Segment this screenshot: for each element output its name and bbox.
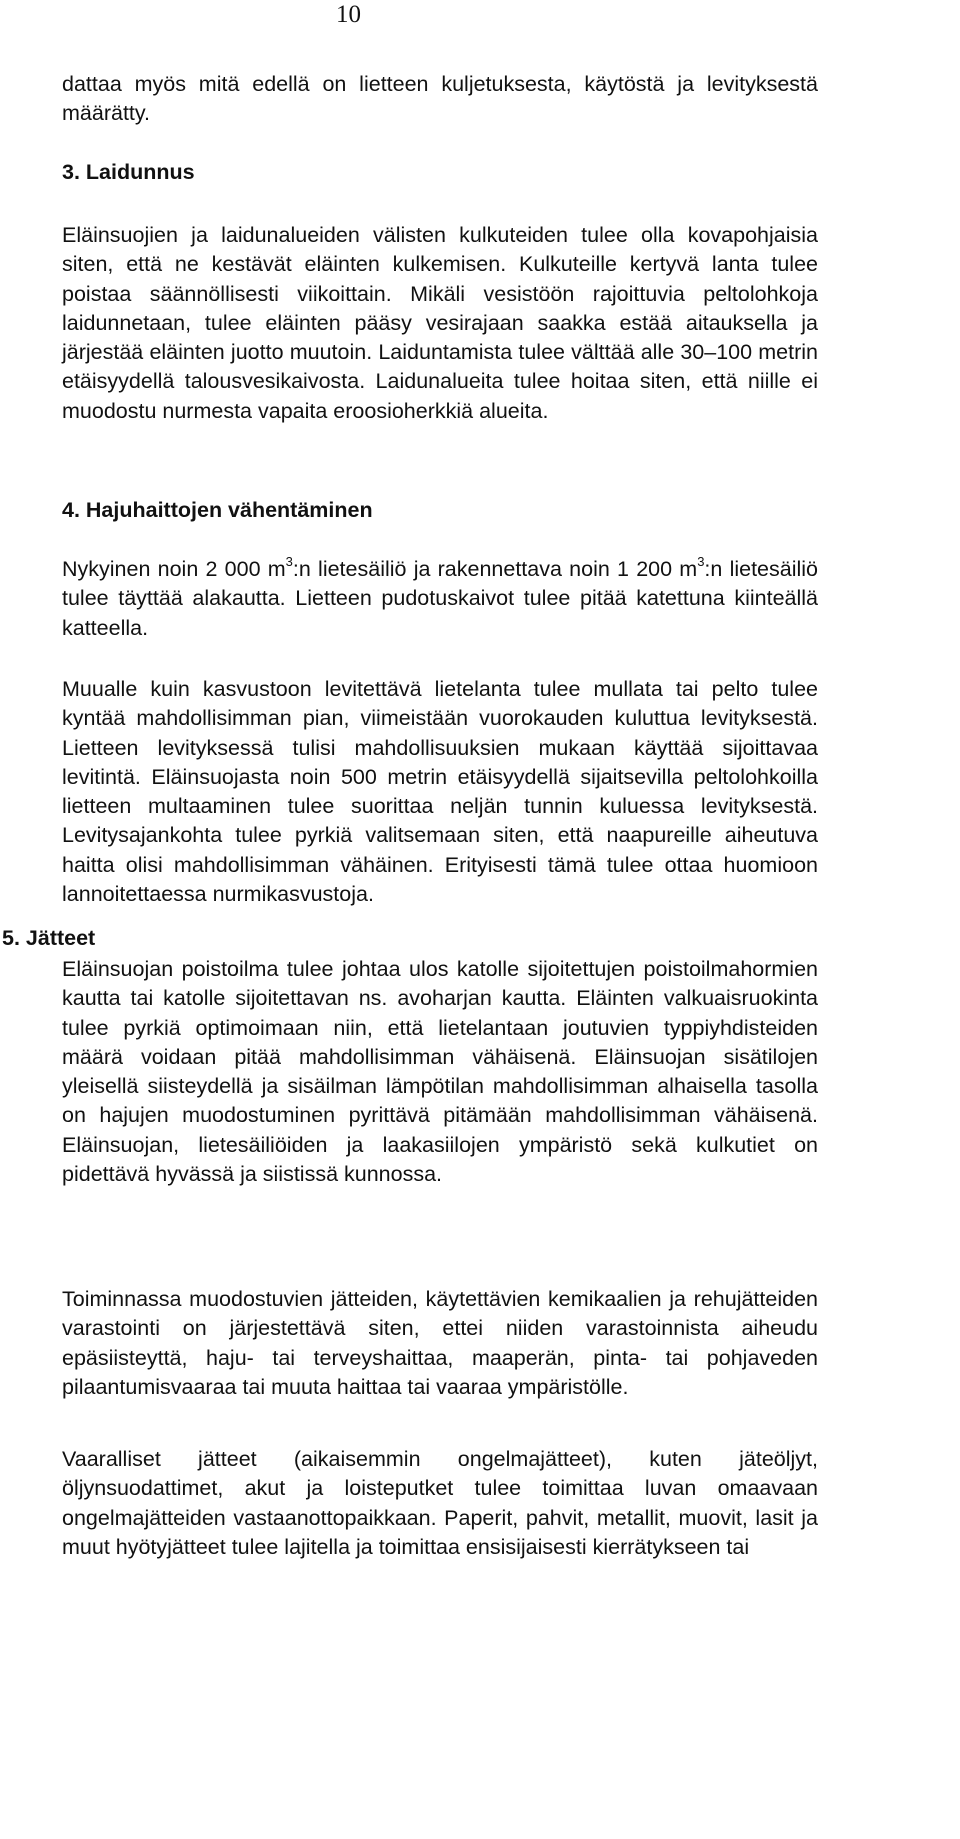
section-heading-hajuhaitat: 4. Hajuhaittojen vähentäminen xyxy=(62,498,373,522)
poistoilma-paragraph: Eläinsuojan poistoilma tulee johtaa ulos katolle sijoitettujen poistoilmahormien kautta tai katolle sijoitettavan ns. avoharjan kautta. Eläinten valkuaisruokinta tulee pyrkiä optimoimaan niin, että lietelantaan joutuvien typpiyhdisteiden määrä voidaan pitää mahdollisimman vähäisenä. Eläinsuojan sisätilojen yleisellä siisteydellä ja sisäilman lämpötilan mahdollisimman alhaisella tasolla on hajujen muodostuminen pyrittävä pitämään mahdollisimman vähäisenä. Eläinsuojan, lietesäiliöiden ja laakasiilojen ympäristö sekä kulkutiet on pidettävä hyvässä ja siistissä kunnossa. xyxy=(62,957,818,1187)
volume-superscript-2: 3 xyxy=(697,553,705,569)
volume-superscript-1: 3 xyxy=(285,553,293,569)
volume-text-1: Nykyinen noin 2 000 m xyxy=(62,557,286,581)
lietesailio-paragraph xyxy=(62,555,818,643)
section-heading-jatteet: 5. Jätteet xyxy=(2,926,96,950)
volume-text-3: :n lietesäiliö tulee täyttää alakautta. Lietteen pudotuskaivot tulee pitää katettuna kiinteällä katteella. xyxy=(62,557,818,640)
laidunnus-paragraph: Eläinsuojien ja laidunalueiden välisten kulkuteiden tulee olla kovapohjaisia siten, että ne kestävät eläinten kulkemisen. Kulkuteille kertyvä lanta tulee poistaa säännöllisesti viikoittain. Mikäli vesistöön rajoittuvia peltolohkoja laidunnetaan, tulee eläinten pääsy vesirajaan saakka estää aitauksella ja järjestää eläinten juotto muutoin. Laiduntamista tulee välttää alle 30–100 metrin etäisyydellä talousvesikaivosta. Laidunalueita tulee hoitaa siten, että niille ei muodostu nurmesta vapaita eroosioherkkiä alueita. xyxy=(62,223,818,423)
page-number: 10 xyxy=(336,1,361,28)
intro-paragraph: dattaa myös mitä edellä on lietteen kuljetuksesta, käytöstä ja levityksestä määrätty. xyxy=(62,72,818,126)
levitys-paragraph: Muualle kuin kasvustoon levitettävä lietelanta tulee mullata tai pelto tulee kyntää mahdollisimman pian, viimeistään vuorokauden kuluttua levityksestä. Lietteen levityksessä tulisi mahdollisuuksien mukaan käyttää sijoittavaa levitintä. Eläinsuojasta noin 500 metrin etäisyydellä sijaitsevilla peltolohkoilla lietteen multaaminen tulee suorittaa neljän tunnin kuluessa levityksestä. Levitysajankohta tulee pyrkiä valitsemaan siten, että naapureille aiheutuva haitta olisi mahdollisimman vähäinen. Erityisesti tämä tulee ottaa huomioon lannoitettaessa nurmikasvustoja. xyxy=(62,677,818,907)
jatteet-varastointi-paragraph: Toiminnassa muodostuvien jätteiden, käytettävien kemikaalien ja rehujätteiden varastointi on järjestettävä siten, ettei niiden varastoinnista aiheudu epäsiisteyttä, haju- tai terveyshaittaa, maaperän, pinta- tai pohjaveden pilaantumisvaaraa tai muuta haittaa tai vaaraa ympäristölle. xyxy=(62,1287,818,1399)
volume-text-2: :n lietesäiliö ja rakennettava noin 1 200 m xyxy=(292,557,698,581)
vaaralliset-jatteet-paragraph: Vaaralliset jätteet (aikaisemmin ongelmajätteet), kuten jäteöljyt, öljynsuodattimet, akut ja loisteputket tulee toimittaa luvan omaavaan ongelmajätteiden vastaanottopaikkaan. Paperit, pahvit, metallit, muovit, lasit ja muut hyötyjätteet tulee lajitella ja toimittaa ensisijaisesti kierrätykseen tai xyxy=(62,1447,818,1559)
section-heading-laidunnus: 3. Laidunnus xyxy=(62,160,195,184)
